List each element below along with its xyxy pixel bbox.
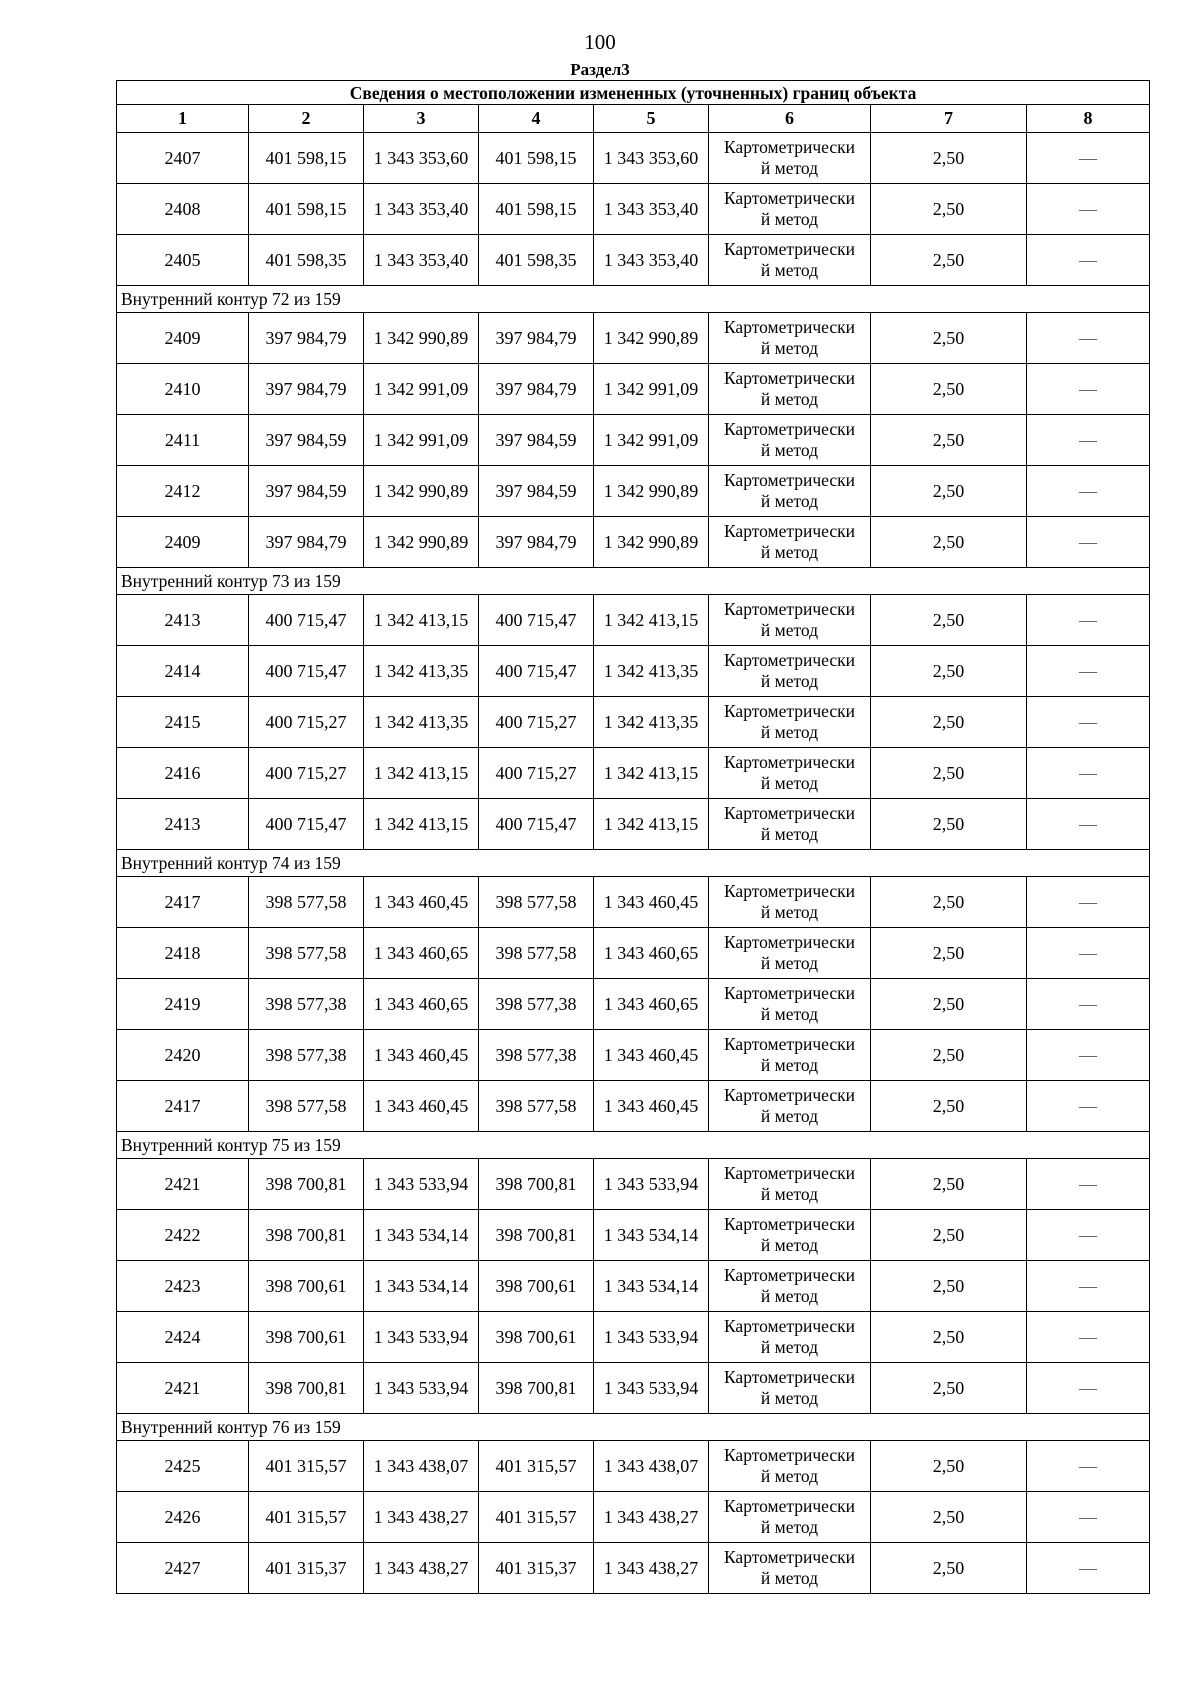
accuracy-cell: 2,50 <box>871 646 1027 697</box>
accuracy-cell: 2,50 <box>871 595 1027 646</box>
method-cell: Картометрически й метод <box>709 1159 871 1210</box>
x-coordinate-cell: 398 700,81 <box>249 1363 364 1414</box>
column-header: 6 <box>709 105 871 133</box>
x-coordinate-cell: 397 984,79 <box>249 517 364 568</box>
contour-heading-row <box>117 568 1150 595</box>
y-coordinate-cell: 1 343 534,14 <box>364 1261 479 1312</box>
point-number-cell: 2427 <box>117 1543 249 1594</box>
point-number-cell: 2423 <box>117 1261 249 1312</box>
contour-heading: Внутренний контур 74 из 159 <box>117 850 1150 877</box>
x-coordinate-cell: 398 577,38 <box>249 979 364 1030</box>
description-cell: — <box>1027 1081 1150 1132</box>
x-coordinate-cell: 401 315,57 <box>249 1492 364 1543</box>
x-new-coordinate-cell: 401 315,57 <box>479 1441 594 1492</box>
y-coordinate-cell: 1 342 990,89 <box>364 313 479 364</box>
point-number-cell: 2417 <box>117 1081 249 1132</box>
accuracy-cell: 2,50 <box>871 184 1027 235</box>
description-cell: — <box>1027 517 1150 568</box>
point-number-cell: 2407 <box>117 133 249 184</box>
column-header: 4 <box>479 105 594 133</box>
table-row <box>117 1261 1150 1312</box>
accuracy-cell: 2,50 <box>871 1363 1027 1414</box>
method-cell: Картометрически й метод <box>709 1312 871 1363</box>
table-row <box>117 313 1150 364</box>
column-header: 5 <box>594 105 709 133</box>
accuracy-cell: 2,50 <box>871 748 1027 799</box>
x-coordinate-cell: 398 700,61 <box>249 1312 364 1363</box>
x-coordinate-cell: 400 715,47 <box>249 799 364 850</box>
point-number-cell: 2420 <box>117 1030 249 1081</box>
y-coordinate-cell: 1 342 991,09 <box>364 364 479 415</box>
x-new-coordinate-cell: 401 598,15 <box>479 133 594 184</box>
y-new-coordinate-cell: 1 343 460,45 <box>594 1030 709 1081</box>
y-new-coordinate-cell: 1 342 413,35 <box>594 697 709 748</box>
table-row <box>117 133 1150 184</box>
x-new-coordinate-cell: 400 715,27 <box>479 748 594 799</box>
point-number-cell: 2405 <box>117 235 249 286</box>
description-cell: — <box>1027 979 1150 1030</box>
description-cell: — <box>1027 1312 1150 1363</box>
y-new-coordinate-cell: 1 343 353,40 <box>594 184 709 235</box>
table-row <box>117 235 1150 286</box>
method-cell: Картометрически й метод <box>709 595 871 646</box>
y-coordinate-cell: 1 342 413,35 <box>364 697 479 748</box>
description-cell: — <box>1027 1030 1150 1081</box>
table-row <box>117 1210 1150 1261</box>
point-number-cell: 2413 <box>117 799 249 850</box>
description-cell: — <box>1027 1261 1150 1312</box>
method-cell: Картометрически й метод <box>709 313 871 364</box>
y-new-coordinate-cell: 1 343 533,94 <box>594 1159 709 1210</box>
contour-heading-row <box>117 850 1150 877</box>
description-cell: — <box>1027 133 1150 184</box>
x-new-coordinate-cell: 398 700,81 <box>479 1210 594 1261</box>
column-header: 1 <box>117 105 249 133</box>
point-number-cell: 2409 <box>117 517 249 568</box>
contour-heading: Внутренний контур 76 из 159 <box>117 1414 1150 1441</box>
method-cell: Картометрически й метод <box>709 517 871 568</box>
y-new-coordinate-cell: 1 343 534,14 <box>594 1210 709 1261</box>
accuracy-cell: 2,50 <box>871 466 1027 517</box>
table-row <box>117 1363 1150 1414</box>
x-new-coordinate-cell: 398 577,58 <box>479 928 594 979</box>
page-number: 100 <box>584 30 616 54</box>
table-row <box>117 517 1150 568</box>
x-new-coordinate-cell: 398 577,58 <box>479 877 594 928</box>
description-cell: — <box>1027 313 1150 364</box>
description-cell: — <box>1027 748 1150 799</box>
y-coordinate-cell: 1 343 460,45 <box>364 877 479 928</box>
y-coordinate-cell: 1 342 990,89 <box>364 517 479 568</box>
table-row <box>117 979 1150 1030</box>
y-coordinate-cell: 1 343 460,45 <box>364 1081 479 1132</box>
method-cell: Картометрически й метод <box>709 646 871 697</box>
x-coordinate-cell: 400 715,47 <box>249 595 364 646</box>
description-cell: — <box>1027 235 1150 286</box>
y-coordinate-cell: 1 343 533,94 <box>364 1363 479 1414</box>
accuracy-cell: 2,50 <box>871 928 1027 979</box>
y-coordinate-cell: 1 342 990,89 <box>364 466 479 517</box>
description-cell: — <box>1027 697 1150 748</box>
contour-heading: Внутренний контур 73 из 159 <box>117 568 1150 595</box>
x-coordinate-cell: 400 715,27 <box>249 697 364 748</box>
method-cell: Картометрически й метод <box>709 415 871 466</box>
x-new-coordinate-cell: 398 577,38 <box>479 1030 594 1081</box>
y-new-coordinate-cell: 1 343 353,60 <box>594 133 709 184</box>
accuracy-cell: 2,50 <box>871 1210 1027 1261</box>
x-coordinate-cell: 398 577,38 <box>249 1030 364 1081</box>
x-coordinate-cell: 398 577,58 <box>249 1081 364 1132</box>
column-header: 2 <box>249 105 364 133</box>
table-row <box>117 595 1150 646</box>
x-new-coordinate-cell: 398 700,61 <box>479 1261 594 1312</box>
y-coordinate-cell: 1 343 460,65 <box>364 979 479 1030</box>
y-new-coordinate-cell: 1 343 353,40 <box>594 235 709 286</box>
description-cell: — <box>1027 595 1150 646</box>
description-cell: — <box>1027 1441 1150 1492</box>
x-new-coordinate-cell: 398 577,58 <box>479 1081 594 1132</box>
x-new-coordinate-cell: 397 984,59 <box>479 415 594 466</box>
x-new-coordinate-cell: 398 700,81 <box>479 1363 594 1414</box>
description-cell: — <box>1027 1543 1150 1594</box>
y-new-coordinate-cell: 1 343 438,27 <box>594 1543 709 1594</box>
method-cell: Картометрически й метод <box>709 1492 871 1543</box>
description-cell: — <box>1027 646 1150 697</box>
accuracy-cell: 2,50 <box>871 1492 1027 1543</box>
method-cell: Картометрически й метод <box>709 235 871 286</box>
contour-heading-row <box>117 286 1150 313</box>
description-cell: — <box>1027 184 1150 235</box>
accuracy-cell: 2,50 <box>871 799 1027 850</box>
y-coordinate-cell: 1 343 460,65 <box>364 928 479 979</box>
method-cell: Картометрически й метод <box>709 697 871 748</box>
method-cell: Картометрически й метод <box>709 1543 871 1594</box>
x-new-coordinate-cell: 400 715,47 <box>479 595 594 646</box>
contour-heading-row <box>117 1132 1150 1159</box>
accuracy-cell: 2,50 <box>871 1312 1027 1363</box>
y-new-coordinate-cell: 1 342 413,35 <box>594 646 709 697</box>
description-cell: — <box>1027 415 1150 466</box>
point-number-cell: 2416 <box>117 748 249 799</box>
point-number-cell: 2421 <box>117 1363 249 1414</box>
point-number-cell: 2419 <box>117 979 249 1030</box>
x-coordinate-cell: 398 577,58 <box>249 928 364 979</box>
table-row <box>117 466 1150 517</box>
point-number-cell: 2421 <box>117 1159 249 1210</box>
x-coordinate-cell: 398 700,61 <box>249 1261 364 1312</box>
table-row <box>117 646 1150 697</box>
table-row <box>117 1543 1150 1594</box>
method-cell: Картометрически й метод <box>709 1261 871 1312</box>
y-new-coordinate-cell: 1 342 990,89 <box>594 466 709 517</box>
x-coordinate-cell: 397 984,59 <box>249 415 364 466</box>
contour-heading: Внутренний контур 75 из 159 <box>117 1132 1150 1159</box>
description-cell: — <box>1027 364 1150 415</box>
method-cell: Картометрически й метод <box>709 928 871 979</box>
method-cell: Картометрически й метод <box>709 133 871 184</box>
y-coordinate-cell: 1 342 413,15 <box>364 595 479 646</box>
y-coordinate-cell: 1 343 353,60 <box>364 133 479 184</box>
description-cell: — <box>1027 1492 1150 1543</box>
accuracy-cell: 2,50 <box>871 697 1027 748</box>
table-row <box>117 877 1150 928</box>
x-coordinate-cell: 401 598,15 <box>249 133 364 184</box>
point-number-cell: 2408 <box>117 184 249 235</box>
y-coordinate-cell: 1 342 413,35 <box>364 646 479 697</box>
x-coordinate-cell: 400 715,47 <box>249 646 364 697</box>
accuracy-cell: 2,50 <box>871 1441 1027 1492</box>
point-number-cell: 2410 <box>117 364 249 415</box>
contour-heading-row <box>117 1414 1150 1441</box>
method-cell: Картометрически й метод <box>709 1081 871 1132</box>
y-coordinate-cell: 1 343 460,45 <box>364 1030 479 1081</box>
x-coordinate-cell: 401 598,15 <box>249 184 364 235</box>
method-cell: Картометрически й метод <box>709 748 871 799</box>
table-caption: Сведения о местоположении измененных (уточненных) границ объекта <box>117 81 1150 105</box>
y-coordinate-cell: 1 343 534,14 <box>364 1210 479 1261</box>
y-coordinate-cell: 1 342 991,09 <box>364 415 479 466</box>
accuracy-cell: 2,50 <box>871 1261 1027 1312</box>
method-cell: Картометрически й метод <box>709 364 871 415</box>
point-number-cell: 2422 <box>117 1210 249 1261</box>
method-cell: Картометрически й метод <box>709 877 871 928</box>
description-cell: — <box>1027 1210 1150 1261</box>
table-row <box>117 1030 1150 1081</box>
description-cell: — <box>1027 877 1150 928</box>
x-new-coordinate-cell: 397 984,59 <box>479 466 594 517</box>
y-new-coordinate-cell: 1 342 413,15 <box>594 799 709 850</box>
point-number-cell: 2414 <box>117 646 249 697</box>
x-coordinate-cell: 398 577,58 <box>249 877 364 928</box>
y-coordinate-cell: 1 342 413,15 <box>364 748 479 799</box>
table-row <box>117 415 1150 466</box>
x-coordinate-cell: 401 598,35 <box>249 235 364 286</box>
method-cell: Картометрически й метод <box>709 979 871 1030</box>
method-cell: Картометрически й метод <box>709 1363 871 1414</box>
x-coordinate-cell: 397 984,79 <box>249 364 364 415</box>
method-cell: Картометрически й метод <box>709 799 871 850</box>
point-number-cell: 2424 <box>117 1312 249 1363</box>
y-new-coordinate-cell: 1 342 413,15 <box>594 748 709 799</box>
accuracy-cell: 2,50 <box>871 313 1027 364</box>
y-coordinate-cell: 1 343 438,27 <box>364 1492 479 1543</box>
section-title: Раздел3 <box>570 60 630 79</box>
point-number-cell: 2409 <box>117 313 249 364</box>
x-coordinate-cell: 401 315,57 <box>249 1441 364 1492</box>
description-cell: — <box>1027 928 1150 979</box>
column-header: 3 <box>364 105 479 133</box>
point-number-cell: 2413 <box>117 595 249 646</box>
x-new-coordinate-cell: 400 715,47 <box>479 646 594 697</box>
point-number-cell: 2412 <box>117 466 249 517</box>
x-coordinate-cell: 397 984,59 <box>249 466 364 517</box>
table-row <box>117 1492 1150 1543</box>
y-new-coordinate-cell: 1 343 534,14 <box>594 1261 709 1312</box>
x-coordinate-cell: 397 984,79 <box>249 313 364 364</box>
y-coordinate-cell: 1 343 533,94 <box>364 1312 479 1363</box>
accuracy-cell: 2,50 <box>871 235 1027 286</box>
y-new-coordinate-cell: 1 343 533,94 <box>594 1312 709 1363</box>
y-new-coordinate-cell: 1 342 991,09 <box>594 415 709 466</box>
x-new-coordinate-cell: 397 984,79 <box>479 364 594 415</box>
table-row <box>117 1312 1150 1363</box>
contour-heading: Внутренний контур 72 из 159 <box>117 286 1150 313</box>
accuracy-cell: 2,50 <box>871 517 1027 568</box>
y-new-coordinate-cell: 1 343 460,45 <box>594 877 709 928</box>
accuracy-cell: 2,50 <box>871 415 1027 466</box>
table-row <box>117 748 1150 799</box>
method-cell: Картометрически й метод <box>709 1210 871 1261</box>
description-cell: — <box>1027 1159 1150 1210</box>
table-caption-row <box>117 81 1150 105</box>
table-row <box>117 184 1150 235</box>
y-new-coordinate-cell: 1 342 990,89 <box>594 517 709 568</box>
point-number-cell: 2411 <box>117 415 249 466</box>
accuracy-cell: 2,50 <box>871 1159 1027 1210</box>
y-new-coordinate-cell: 1 342 413,15 <box>594 595 709 646</box>
accuracy-cell: 2,50 <box>871 1543 1027 1594</box>
x-new-coordinate-cell: 401 315,37 <box>479 1543 594 1594</box>
y-coordinate-cell: 1 342 413,15 <box>364 799 479 850</box>
y-coordinate-cell: 1 343 353,40 <box>364 235 479 286</box>
y-new-coordinate-cell: 1 343 460,45 <box>594 1081 709 1132</box>
table-body <box>117 81 1150 1594</box>
x-coordinate-cell: 398 700,81 <box>249 1159 364 1210</box>
x-new-coordinate-cell: 397 984,79 <box>479 517 594 568</box>
point-number-cell: 2426 <box>117 1492 249 1543</box>
x-new-coordinate-cell: 397 984,79 <box>479 313 594 364</box>
description-cell: — <box>1027 466 1150 517</box>
column-header: 7 <box>871 105 1027 133</box>
point-number-cell: 2418 <box>117 928 249 979</box>
table-row <box>117 1441 1150 1492</box>
x-new-coordinate-cell: 401 598,15 <box>479 184 594 235</box>
y-new-coordinate-cell: 1 342 991,09 <box>594 364 709 415</box>
x-new-coordinate-cell: 398 700,81 <box>479 1159 594 1210</box>
description-cell: — <box>1027 799 1150 850</box>
x-coordinate-cell: 400 715,27 <box>249 748 364 799</box>
x-new-coordinate-cell: 400 715,27 <box>479 697 594 748</box>
method-cell: Картометрически й метод <box>709 184 871 235</box>
coordinates-table <box>116 80 1150 1594</box>
table-row <box>117 1159 1150 1210</box>
y-coordinate-cell: 1 343 533,94 <box>364 1159 479 1210</box>
x-new-coordinate-cell: 398 700,61 <box>479 1312 594 1363</box>
y-new-coordinate-cell: 1 343 533,94 <box>594 1363 709 1414</box>
table-row <box>117 928 1150 979</box>
point-number-cell: 2415 <box>117 697 249 748</box>
accuracy-cell: 2,50 <box>871 1081 1027 1132</box>
column-header: 8 <box>1027 105 1150 133</box>
method-cell: Картометрически й метод <box>709 1441 871 1492</box>
y-new-coordinate-cell: 1 343 438,07 <box>594 1441 709 1492</box>
x-coordinate-cell: 398 700,81 <box>249 1210 364 1261</box>
y-coordinate-cell: 1 343 438,07 <box>364 1441 479 1492</box>
x-new-coordinate-cell: 401 598,35 <box>479 235 594 286</box>
y-coordinate-cell: 1 343 438,27 <box>364 1543 479 1594</box>
table-header-row <box>117 105 1150 133</box>
point-number-cell: 2425 <box>117 1441 249 1492</box>
y-new-coordinate-cell: 1 343 460,65 <box>594 979 709 1030</box>
x-new-coordinate-cell: 401 315,57 <box>479 1492 594 1543</box>
table-row <box>117 799 1150 850</box>
accuracy-cell: 2,50 <box>871 1030 1027 1081</box>
description-cell: — <box>1027 1363 1150 1414</box>
x-new-coordinate-cell: 398 577,38 <box>479 979 594 1030</box>
table-row <box>117 697 1150 748</box>
y-new-coordinate-cell: 1 342 990,89 <box>594 313 709 364</box>
point-number-cell: 2417 <box>117 877 249 928</box>
accuracy-cell: 2,50 <box>871 877 1027 928</box>
accuracy-cell: 2,50 <box>871 979 1027 1030</box>
y-coordinate-cell: 1 343 353,40 <box>364 184 479 235</box>
method-cell: Картометрически й метод <box>709 466 871 517</box>
accuracy-cell: 2,50 <box>871 133 1027 184</box>
y-new-coordinate-cell: 1 343 438,27 <box>594 1492 709 1543</box>
table-row <box>117 1081 1150 1132</box>
y-new-coordinate-cell: 1 343 460,65 <box>594 928 709 979</box>
x-new-coordinate-cell: 400 715,47 <box>479 799 594 850</box>
method-cell: Картометрически й метод <box>709 1030 871 1081</box>
x-coordinate-cell: 401 315,37 <box>249 1543 364 1594</box>
accuracy-cell: 2,50 <box>871 364 1027 415</box>
table-row <box>117 364 1150 415</box>
